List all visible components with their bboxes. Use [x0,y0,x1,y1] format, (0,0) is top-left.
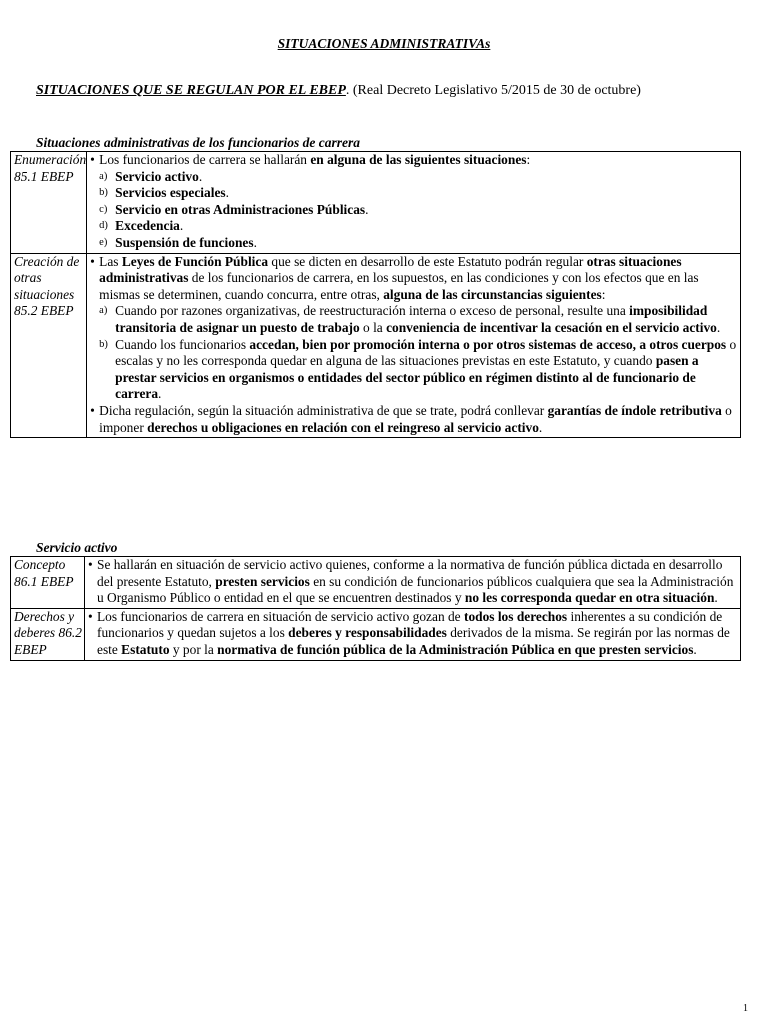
text-span: en su condición de funcionarios públicos cualquiera que sea la Administración u Organismo Público o entidad en el que se encuentren destinados y [97,573,734,606]
text-span: . [714,590,718,606]
text-span: : [526,152,531,167]
bold-span: todos los derechos [463,608,568,624]
list-item: b) Servicios especiales. [99,185,229,201]
list-letter: a) [99,170,108,182]
text-span: y por la [169,641,218,657]
bold-span: Estatuto [121,641,170,657]
row-content [85,608,741,660]
table-row [11,152,741,254]
row-content [87,253,741,438]
bullet-icon: • [90,253,95,269]
row-content [87,152,741,254]
list-item-text: Servicio en otras Administraciones Públicas [115,201,366,217]
list-item-text: Servicio activo [115,168,199,184]
bold-span: deberes y responsabilidades [288,625,447,641]
text-span: derivados de la misma. Se regirán por las normas de este [97,625,730,657]
table-row [11,557,741,609]
text-span: de los funcionarios de carrera, en los supuestos, en las condiciones y con los efectos que en las mismas se determinen, cuando concurra, entre otras, [99,270,699,302]
bold-span: en alguna de las siguientes situaciones [310,152,527,167]
bold-span: alguna de las circunstancias siguientes [383,286,602,302]
bullet-icon: • [88,557,93,572]
text-span: o la [359,319,387,335]
list-item: e) Suspensión de funciones. [99,234,257,250]
table-row [11,253,741,438]
section-heading-funcionarios: Situaciones administrativas de los funcionarios de carrera [36,135,361,150]
bullet-item [90,254,738,304]
table-row [11,608,741,660]
text-span: . [158,386,162,402]
bold-span: normativa de función pública de la Administración Pública en que presten servicios [217,641,694,657]
text-span: Dicha regulación, según la situación administrativa de que se trate, podrá conllevar [99,402,548,418]
list-item: c) Servicio en otras Administraciones Públicas. [99,201,369,217]
row-label: Creación de otras situaciones 85.2 EBEP [11,253,87,438]
bullet-item [90,152,738,169]
list-item-text: Excedencia [115,218,180,234]
bullet-item [88,557,738,607]
text-span: Cuando los funcionarios [115,336,250,352]
bullet-item [88,609,738,659]
row-content [85,557,741,609]
list-letter: a) [99,305,108,317]
text-span: o imponer [99,402,732,435]
document-subtitle [36,83,641,99]
list-letter: b) [99,187,108,199]
bold-span: derechos u obligaciones en relación con el reingreso al servicio activo [147,419,539,435]
row-label: Derechos y deberes 86.2 EBEP [11,608,85,660]
list-item: a) Servicio activo. [99,168,203,184]
text-span: o escalas y no les corresponda quedar en alguna de las situaciones previstas en este Estatuto, y cuando [115,336,737,369]
bold-span: no les corresponda quedar en otra situación [464,590,715,606]
section-heading-servicio-activo: Servicio activo [36,540,118,555]
row-label: Enumeración 85.1 EBEP [11,152,87,254]
text-span: . [538,419,543,435]
bullet-icon: • [90,402,95,418]
list-item-text: Suspensión de funciones [115,234,254,250]
bold-span: garantías de índole retributiva [547,402,722,418]
list-letter: e) [99,236,108,248]
bold-span: Leyes de Función Pública [121,253,269,269]
bold-span: presten servicios [215,573,310,589]
bullet-icon: • [90,152,95,167]
text-span: inherentes a su condición de funcionarios y quedan sujetos a los [97,608,723,641]
subtitle-reference: . (Real Decreto Legislativo 5/2015 de 30 de octubre) [345,83,641,98]
list-letter: c) [99,203,108,215]
text-span: Cuando por razones organizativas, de reestructuración interna o exceso de personal, resulte una [115,303,630,319]
text-span: . [716,319,721,335]
bold-span: conveniencia de incentivar la cesación en el servicio activo [386,319,717,335]
list-item-text: Servicios especiales [115,185,226,201]
list-item [90,337,738,403]
bold-span: pasen a prestar servicios en organismos o entidades del sector público en régimen distinto al de funcionario de carrera [115,353,699,402]
text-span: Se hallarán en situación de servicio activo quienes, conforme a la normativa de función pública dictada en desarrollo del presente Estatuto, [97,557,723,589]
text-span: Las [99,253,122,269]
bold-span: accedan, bien por promoción interna o por otros sistemas de acceso, a otros cuerpos [249,336,727,352]
servicio-activo-table [10,556,741,661]
funcionarios-table [10,151,741,438]
list-item [90,303,738,336]
text-span: Los funcionarios de carrera en situación de servicio activo gozan de [97,608,464,624]
subtitle-main: SITUACIONES QUE SE REGULAN POR EL EBEP [36,83,346,98]
bullet-item [90,403,738,436]
text-span: Los funcionarios de carrera se hallarán [99,152,311,167]
bold-span: otras situaciones administrativas [99,253,682,286]
text-span: que se dicten en desarrollo de este Estatuto podrán regular [268,253,587,269]
text-span: : [601,286,606,302]
bold-span: imposibilidad transitoria de asignar un puesto de trabajo [115,303,708,335]
list-letter: b) [99,338,108,350]
list-letter: d) [99,220,108,232]
document-title: SITUACIONES ADMINISTRATIVAs [277,36,491,51]
row-label: Concepto 86.1 EBEP [11,557,85,609]
text-span: . [693,641,697,657]
page-number: 1 [743,1003,748,1014]
bullet-icon: • [88,608,93,624]
list-item: d) Excedencia. [99,218,184,234]
